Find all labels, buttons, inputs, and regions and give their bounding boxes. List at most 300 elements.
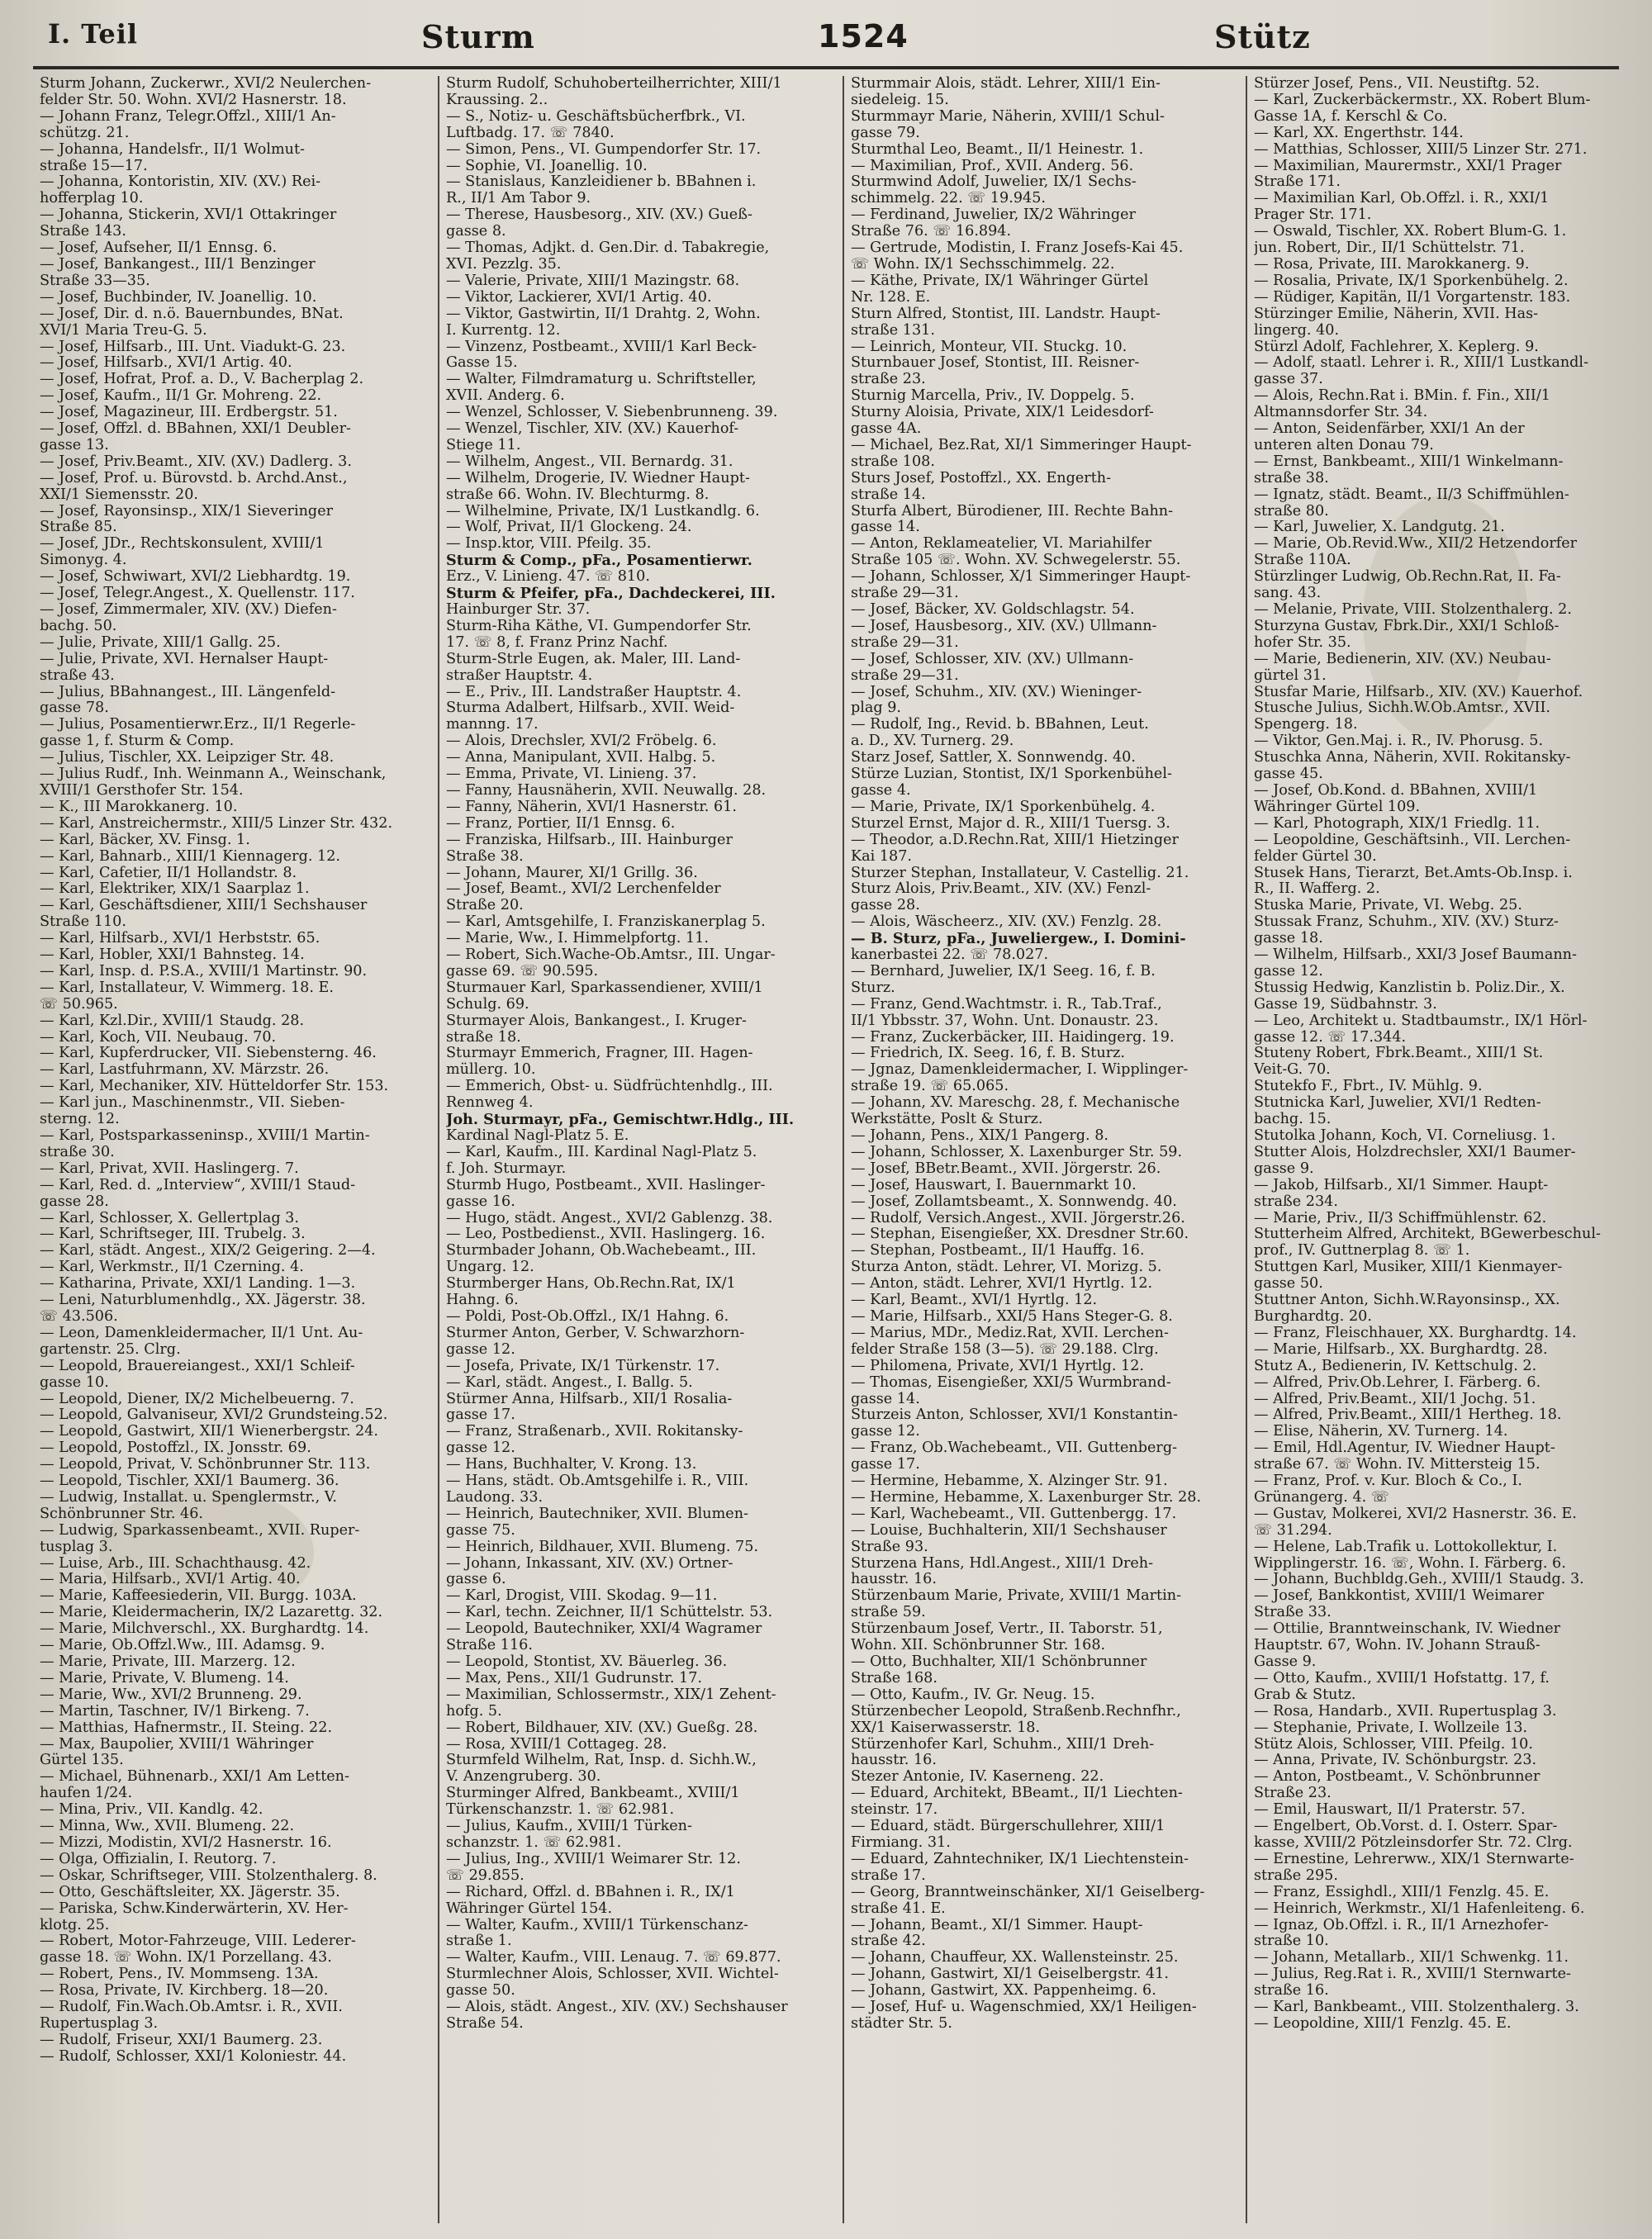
directory-entry-line: — Robert, Pens., IV. Mommseng. 13A. xyxy=(40,1966,319,1983)
directory-entry-line: straße 18. xyxy=(446,1029,521,1046)
directory-entry-line: gasse 4A. xyxy=(851,421,922,438)
directory-entry-line: XXI/1 Siemensstr. 20. xyxy=(40,486,199,503)
directory-entry-line: — Helene, Lab.Trafik u. Lottokollektur, I. xyxy=(1254,1539,1558,1555)
directory-entry-line: — Julius, Ing., XVIII/1 Weimarer Str. 12. xyxy=(446,1851,741,1867)
directory-entry-line: — Marie, Kaffeesiederin, VII. Burgg. 103A. xyxy=(40,1588,357,1605)
directory-entry-line: Grab & Stutz. xyxy=(1254,1686,1356,1703)
directory-entry-line: — Friedrich, IX. Seeg. 16, f. B. Sturz. xyxy=(851,1046,1125,1062)
directory-entry-line: — Karl, Juwelier, X. Landgutg. 21. xyxy=(1254,519,1505,536)
directory-entry-line: — Julius, Tischler, XX. Leipziger Str. 48. xyxy=(40,750,335,766)
directory-entry-line: — Josef, Schwiwart, XVI/2 Liebhardtg. 19. xyxy=(40,569,351,586)
directory-entry-line: Sturzer Stephan, Installateur, V. Castellig. 21. xyxy=(851,865,1189,881)
directory-entry-line: Sturzel Ernst, Major d. R., XIII/1 Tuersg. 3. xyxy=(851,815,1170,832)
directory-entry-line: — Karl, Bäcker, XV. Finsg. 1. xyxy=(40,832,250,848)
directory-entry-line: — Michael, Bühnenarb., XXI/1 Am Letten- xyxy=(40,1769,349,1786)
directory-entry-line: — Heinrich, Werkmstr., XI/1 Hafenleiteng. 6. xyxy=(1254,1900,1585,1917)
directory-entry-line: — Valerie, Private, XIII/1 Mazingstr. 68. xyxy=(446,273,740,289)
directory-entry-line: Sturmauer Karl, Sparkassendiener, XVIII/1 xyxy=(446,980,763,996)
directory-entry-line: — Wilhelm, Hilfsarb., XXI/3 Josef Baumann- xyxy=(1254,947,1577,964)
directory-entry-line: R., II. Wafferg. 2. xyxy=(1254,881,1380,898)
directory-entry-line: — Johann, Metallarb., XII/1 Schwenkg. 11. xyxy=(1254,1950,1569,1966)
directory-entry-line: — Rudolf, Ing., Revid. b. BBahnen, Leut. xyxy=(851,717,1149,733)
directory-entry-line: klotg. 25. xyxy=(40,1917,110,1933)
directory-entry-line: Kraussing. 2.. xyxy=(446,92,548,108)
directory-entry-line: schimmelg. 22. ☏ 19.945. xyxy=(851,191,1047,207)
directory-entry-line: — Alois, Wäscheerz., XIV. (XV.) Fenzlg. 28. xyxy=(851,914,1162,931)
directory-entry-line: — Heinrich, Bildhauer, XVII. Blumeng. 75. xyxy=(446,1539,759,1555)
directory-entry-line: straße 131. xyxy=(851,322,935,339)
directory-entry-line: Sturn Alfred, Stontist, III. Landstr. Haupt- xyxy=(851,306,1161,322)
directory-entry-line: — Ignaz, Ob.Offzl. i. R., II/1 Arnezhofer- xyxy=(1254,1917,1549,1933)
page-header xyxy=(0,0,1652,64)
directory-entry-line: — Josef, Telegr.Angest., X. Quellenstr. 117. xyxy=(40,586,355,602)
directory-entry-line: — Karl, Red. d. „Interview“, XVIII/1 Staud- xyxy=(40,1177,356,1193)
directory-entry-line: Stussig Hedwig, Kanzlistin b. Poliz.Dir., X. xyxy=(1254,980,1565,996)
directory-entry-line: — Oskar, Schriftseger, VIII. Stolzenthalerg. 8. xyxy=(40,1867,377,1884)
directory-entry-line: — Franz, Prof. v. Kur. Bloch & Co., I. xyxy=(1254,1473,1523,1490)
directory-entry-line: felder Str. 50. Wohn. XVI/2 Hasnerstr. 18. xyxy=(40,92,347,108)
header-right-keyword: Stütz xyxy=(1214,18,1311,55)
directory-entry-line: — Johann, Gastwirt, XX. Pappenheimg. 6. xyxy=(851,1983,1156,1999)
directory-entry-line: Burghardtg. 20. xyxy=(1254,1308,1372,1325)
directory-entry-line: — B. Sturz, pFa., Juweliergew., I. Domini- xyxy=(851,931,1186,948)
directory-entry-line: sang. 43. xyxy=(1254,586,1322,602)
directory-entry-line: Werkstätte, Poslt & Sturz. xyxy=(851,1112,1043,1128)
directory-entry-line: Stürmer Anna, Hilfsarb., XII/1 Rosalia- xyxy=(446,1391,733,1407)
directory-entry-line: — Thomas, Adjkt. d. Gen.Dir. d. Tabakregie, xyxy=(446,240,770,257)
directory-entry-line: — Josefa, Private, IX/1 Türkenstr. 17. xyxy=(446,1358,720,1374)
directory-entry-line: bachg. 50. xyxy=(40,618,117,634)
directory-entry-line: — Eduard, Zahntechniker, IX/1 Liechtenstein- xyxy=(851,1851,1189,1867)
directory-entry-line: — Johann, Maurer, XI/1 Grillg. 36. xyxy=(446,865,698,881)
directory-entry-line: — Anton, Postbeamt., V. Schönbrunner xyxy=(1254,1769,1540,1786)
directory-entry-line: — Franz, Ob.Wachebeamt., VII. Guttenberg- xyxy=(851,1440,1178,1457)
directory-entry-line: Schönbrunner Str. 46. xyxy=(40,1506,204,1522)
directory-entry-line: gasse 10. xyxy=(40,1374,109,1391)
directory-entry-line: Wohn. XII. Schönbrunner Str. 168. xyxy=(851,1638,1106,1654)
directory-entry-line: straße 234. xyxy=(1254,1193,1338,1210)
directory-entry-line: Währinger Gürtel 109. xyxy=(1254,799,1421,815)
directory-entry-line: — Johanna, Kontoristin, XIV. (XV.) Rei- xyxy=(40,174,321,191)
directory-column-1 xyxy=(40,76,428,2223)
directory-entry-line: — Karl, techn. Zeichner, II/1 Schüttelstr. 53. xyxy=(446,1605,773,1621)
directory-entry-line: straße 108. xyxy=(851,453,935,470)
directory-entry-line: Straße 171. xyxy=(1254,174,1341,191)
directory-entry-line: — Robert, Sich.Wache-Ob.Amtsr., III. Ungar- xyxy=(446,947,776,964)
directory-entry-line: Kai 187. xyxy=(851,848,913,865)
directory-entry-line: prof., IV. Guttnerplag 8. ☏ 1. xyxy=(1254,1243,1470,1259)
directory-entry-line: — Ludwig, Sparkassenbeamt., XVII. Ruper- xyxy=(40,1522,360,1539)
directory-entry-line: — Bernhard, Juwelier, IX/1 Seeg. 16, f. B. xyxy=(851,963,1156,980)
directory-entry-line: — Karl, Amtsgehilfe, I. Franziskanerplag 5. xyxy=(446,914,766,931)
directory-entry-line: Sturma Adalbert, Hilfsarb., XVII. Weid- xyxy=(446,700,735,717)
directory-entry-line: — E., Priv., III. Landstraßer Hauptstr. 4. xyxy=(446,684,742,700)
directory-entry-line: Starz Josef, Sattler, X. Sonnwendg. 40. xyxy=(851,750,1136,766)
directory-entry-line: Straße 143. xyxy=(40,224,126,240)
directory-entry-line: Hainburger Str. 37. xyxy=(446,602,591,618)
directory-entry-line: — Walter, Filmdramaturg u. Schriftsteller, xyxy=(446,372,757,388)
directory-entry-line: — Wilhelm, Angest., VII. Bernardg. 31. xyxy=(446,453,733,470)
directory-entry-line: — Leopold, Gastwirt, XII/1 Wienerbergstr. 24. xyxy=(40,1424,378,1440)
directory-entry-line: straße 19. ☏ 65.065. xyxy=(851,1079,1009,1095)
directory-entry-line: — Emil, Hauswart, II/1 Praterstr. 57. xyxy=(1254,1802,1526,1819)
directory-entry-line: — Anton, Seidenfärber, XXI/1 An der xyxy=(1254,421,1525,438)
column-divider xyxy=(438,76,439,2223)
directory-entry-line: — Insp.ktor, VIII. Pfeilg. 35. xyxy=(446,536,652,553)
directory-entry-line: — Johann, Schlosser, X/1 Simmeringer Haupt- xyxy=(851,569,1191,586)
directory-entry-line: — Wenzel, Schlosser, V. Siebenbrunneng. 39. xyxy=(446,405,778,421)
directory-entry-line: ☏ 43.506. xyxy=(40,1308,118,1325)
directory-entry-line: Simonyg. 4. xyxy=(40,553,127,569)
directory-entry-line: straße 80. xyxy=(1254,503,1329,519)
directory-entry-line: — Leo, Architekt u. Stadtbaumstr., IX/1 Hörl- xyxy=(1254,1013,1588,1029)
directory-entry-line: — Emmerich, Obst- u. Südfrüchtenhdlg., III. xyxy=(446,1079,773,1095)
directory-entry-line: — Anna, Private, IV. Schönburgstr. 23. xyxy=(1254,1753,1537,1769)
directory-entry-line: haufen 1/24. xyxy=(40,1786,133,1802)
directory-entry-line: gasse 8. xyxy=(446,224,506,240)
directory-entry-line: — Rosa, Private, IV. Kirchberg. 18—20. xyxy=(40,1983,329,1999)
directory-entry-line: — Marie, Ob.Offzl.Ww., III. Adamsg. 9. xyxy=(40,1638,325,1654)
directory-entry-line: — Marie, Hilfsarb., XX. Burghardtg. 28. xyxy=(1254,1341,1548,1358)
directory-entry-line: — Josef, Priv.Beamt., XIV. (XV.) Dadlerg. 3. xyxy=(40,453,352,470)
directory-entry-line: — Marie, Private, IX/1 Sporkenbühelg. 4. xyxy=(851,799,1156,815)
directory-entry-line: straße 30. xyxy=(40,1144,115,1160)
directory-entry-line: — Melanie, Private, VIII. Stolzenthalerg. 2. xyxy=(1254,602,1572,618)
directory-entry-line: schützg. 21. xyxy=(40,125,130,141)
directory-entry-line: gasse 50. xyxy=(1254,1276,1323,1293)
directory-entry-line: — Johann Franz, Telegr.Offzl., XIII/1 An- xyxy=(40,108,336,125)
directory-entry-line: Währinger Gürtel 154. xyxy=(446,1900,613,1917)
directory-entry-line: gasse 13. xyxy=(40,437,109,453)
directory-entry-line: ☏ 31.294. xyxy=(1254,1522,1332,1539)
directory-entry-line: — Rosa, XVIII/1 Cottageg. 28. xyxy=(446,1736,667,1753)
directory-entry-line: — Josef, Hilfsarb., III. Unt. Viadukt-G. 23. xyxy=(40,339,346,355)
directory-entry-line: — Karl, Elektriker, XIX/1 Saarplaz 1. xyxy=(40,881,310,898)
directory-entry-line: — Maximilian Karl, Ob.Offzl. i. R., XXI/1 xyxy=(1254,191,1550,207)
directory-entry-line: Stutolka Johann, Koch, VI. Corneliusg. 1. xyxy=(1254,1128,1556,1144)
directory-entry-line: straße 16. xyxy=(1254,1983,1329,1999)
directory-column-2 xyxy=(446,76,834,2223)
directory-entry-line: — Gertrude, Modistin, I. Franz Josefs-Kai 45. xyxy=(851,240,1184,257)
directory-entry-line: ☏ 29.855. xyxy=(446,1867,525,1884)
directory-entry-line: — Engelbert, Ob.Vorst. d. I. Österr. Spar- xyxy=(1254,1819,1558,1835)
directory-entry-line: Straße 54. xyxy=(446,2015,524,2032)
directory-entry-line: — Jgnaz, Damenkleidermacher, I. Wipplinger- xyxy=(851,1062,1189,1079)
directory-entry-line: Stiege 11. xyxy=(446,437,521,453)
directory-entry-line: gartenstr. 25. Clrg. xyxy=(40,1341,181,1358)
directory-entry-line: — Karl, Mechaniker, XIV. Hütteldorfer Str. 153. xyxy=(40,1079,389,1095)
directory-entry-line: — Johann, Gastwirt, XI/1 Geiselbergstr. 41. xyxy=(851,1966,1169,1983)
directory-entry-line: Sturzeis Anton, Schlosser, XVI/1 Konstantin- xyxy=(851,1407,1178,1424)
directory-entry-line: — Pariska, Schw.Kinderwärterin, XV. Her- xyxy=(40,1900,349,1917)
directory-entry-line: Stusfar Marie, Hilfsarb., XIV. (XV.) Kauerhof. xyxy=(1254,684,1583,700)
directory-entry-line: — Marie, Milchverschl., XX. Burghardtg. 14. xyxy=(40,1621,369,1638)
directory-entry-line: gasse 18. ☏ Wohn. IX/1 Porzellang. 43. xyxy=(40,1950,332,1966)
directory-entry-line: mannng. 17. xyxy=(446,717,539,733)
directory-entry-line: — Karl, Schriftseger, III. Trubelg. 3. xyxy=(40,1226,306,1243)
directory-entry-line: — Vinzenz, Postbeamt., XVIII/1 Karl Beck- xyxy=(446,339,757,355)
directory-entry-line: — Josef, BBetr.Beamt., XVII. Jörgerstr. 26. xyxy=(851,1160,1161,1177)
directory-entry-line: Stürzenbaum Marie, Private, XVIII/1 Martin- xyxy=(851,1588,1182,1605)
directory-entry-line: straße 38. xyxy=(1254,470,1329,486)
directory-entry-line: — Ferdinand, Juwelier, IX/2 Währinger xyxy=(851,207,1136,224)
directory-entry-line: gasse 4. xyxy=(851,782,911,799)
directory-entry-line: — Marie, Ww., XVI/2 Brunneng. 29. xyxy=(40,1686,302,1703)
directory-entry-line: — Karl, Wachebeamt., VII. Guttenbergg. 17. xyxy=(851,1506,1177,1522)
directory-entry-line: Sturnbauer Josef, Stontist, III. Reisner- xyxy=(851,355,1140,372)
directory-entry-line: Straße 93. xyxy=(851,1539,928,1555)
directory-entry-line: — Johanna, Handelsfr., II/1 Wolmut- xyxy=(40,141,305,158)
directory-entry-line: — Karl, Zuckerbäckermstr., XX. Robert Blum- xyxy=(1254,92,1591,108)
directory-entry-line: — K., III Marokkanerg. 10. xyxy=(40,799,238,815)
directory-entry-line: Straße 23. xyxy=(1254,1786,1332,1802)
directory-entry-line: Wipplingerstr. 16. ☏, Wohn. I. Färberg. 6. xyxy=(1254,1555,1566,1572)
directory-entry-line: — Matthias, Hafnermstr., II. Steing. 22. xyxy=(40,1720,333,1736)
directory-entry-line: — Fanny, Näherin, XVI/1 Hasnerstr. 61. xyxy=(446,799,737,815)
directory-entry-line: — Theodor, a.D.Rechn.Rat, XIII/1 Hietzinger xyxy=(851,832,1179,848)
directory-entry-line: gasse 79. xyxy=(851,125,920,141)
directory-entry-line: 17. ☏ 8, f. Franz Prinz Nachf. xyxy=(446,634,668,651)
directory-entry-line: — Emma, Private, VI. Linieng. 37. xyxy=(446,766,697,783)
directory-entry-line: Stürzlinger Ludwig, Ob.Rechn.Rat, II. Fa- xyxy=(1254,569,1561,586)
directory-entry-line: — Mina, Priv., VII. Kandlg. 42. xyxy=(40,1802,263,1819)
directory-entry-line: Stusek Hans, Tierarzt, Bet.Amts-Ob.Insp. i. xyxy=(1254,865,1573,881)
directory-entry-line: — Rosa, Handarb., XVII. Rupertusplag 3. xyxy=(1254,1703,1557,1720)
directory-entry-line: lingerg. 40. xyxy=(1254,322,1340,339)
directory-entry-line: — Leopoldine, Geschäftsinh., VII. Lerchen- xyxy=(1254,832,1571,848)
directory-entry-line: — Rudolf, Friseur, XXI/1 Baumerg. 23. xyxy=(40,2032,323,2048)
directory-entry-line: — Alois, Rechn.Rat i. BMin. f. Fin., XII/1 xyxy=(1254,388,1550,405)
directory-entry-line: Sturzyna Gustav, Fbrk.Dir., XXI/1 Schloß- xyxy=(1254,618,1559,634)
directory-entry-line: — Viktor, Gastwirtin, II/1 Drahtg. 2, Wohn. xyxy=(446,306,761,322)
directory-entry-line: Sturmfeld Wilhelm, Rat, Insp. d. Sichh.W., xyxy=(446,1753,757,1769)
directory-entry-line: Stuttgen Karl, Musiker, XIII/1 Kienmayer- xyxy=(1254,1259,1563,1276)
directory-entry-line: gasse 6. xyxy=(446,1572,506,1588)
directory-entry-line: — Ludwig, Installat. u. Spenglermstr., V. xyxy=(40,1489,338,1506)
directory-entry-line: Türkenschanzstr. 1. ☏ 62.981. xyxy=(446,1802,675,1819)
page-number: 1524 xyxy=(818,18,909,55)
directory-entry-line: Straße 116. xyxy=(446,1638,533,1654)
directory-entry-line: Straße 33—35. xyxy=(40,273,150,289)
directory-entry-line: — Franz, Straßenarb., XVII. Rokitansky- xyxy=(446,1424,743,1440)
directory-entry-line: — Karl, Bahnarb., XIII/1 Kiennagerg. 12. xyxy=(40,848,340,865)
directory-entry-line: — Leopold, Stontist, XV. Bäuerleg. 36. xyxy=(446,1654,728,1670)
directory-entry-line: — Alois, städt. Angest., XIV. (XV.) Sechshauser xyxy=(446,1999,788,2016)
directory-entry-line: — Poldi, Post-Ob.Offzl., IX/1 Hahng. 6. xyxy=(446,1308,729,1325)
directory-entry-line: — Stephan, Eisengießer, XX. Dresdner Str.60. xyxy=(851,1226,1189,1243)
directory-entry-line: Straße 105 ☏. Wohn. XV. Schwegelerstr. 55. xyxy=(851,553,1181,569)
directory-entry-line: — Karl, Photograph, XIX/1 Friedlg. 11. xyxy=(1254,815,1540,832)
directory-entry-line: Hauptstr. 67, Wohn. IV. Johann Strauß- xyxy=(1254,1638,1540,1654)
directory-entry-line: Veit-G. 70. xyxy=(1254,1062,1331,1079)
directory-entry-line: — Maximilian, Maurermstr., XXI/1 Prager xyxy=(1254,158,1562,174)
directory-entry-line: — Karl, Kzl.Dir., XVIII/1 Staudg. 28. xyxy=(40,1013,305,1029)
directory-entry-line: — Josef, Kaufm., II/1 Gr. Mohreng. 22. xyxy=(40,388,322,405)
directory-entry-line: Sturmbader Johann, Ob.Wachebeamt., III. xyxy=(446,1243,757,1259)
directory-entry-line: — Rudolf, Versich.Angest., XVII. Jörgerstr.26. xyxy=(851,1210,1185,1226)
directory-entry-line: — Julius, Reg.Rat i. R., XVIII/1 Sternwarte- xyxy=(1254,1966,1571,1983)
directory-entry-line: — Max, Pens., XII/1 Gudrunstr. 17. xyxy=(446,1670,702,1686)
directory-entry-line: — Leopold, Privat, V. Schönbrunner Str. 113. xyxy=(40,1457,371,1473)
directory-entry-line: II/1 Ybbsstr. 37, Wohn. Unt. Donaustr. 23. xyxy=(851,1013,1159,1029)
directory-entry-line: — Leopold, Diener, IX/2 Michelbeuerng. 7. xyxy=(40,1391,354,1407)
directory-entry-line: Sturz. xyxy=(851,980,895,996)
directory-entry-line: — Karl, Schlosser, X. Gellertplag 3. xyxy=(40,1210,299,1226)
directory-entry-line: Sturny Aloisia, Private, XIX/1 Leidesdorf- xyxy=(851,405,1154,421)
directory-entry-line: I. Kurrentg. 12. xyxy=(446,322,561,339)
directory-entry-line: — Mizzi, Modistin, XVI/2 Hasnerstr. 16. xyxy=(40,1834,332,1851)
directory-entry-line: — Leopoldine, XIII/1 Fenzlg. 45. E. xyxy=(1254,2015,1512,2032)
directory-column-4 xyxy=(1254,76,1627,2223)
directory-entry-line: gasse 37. xyxy=(1254,372,1323,388)
directory-entry-line: gasse 12. xyxy=(1254,963,1323,980)
directory-entry-line: — Johann, Chauffeur, XX. Wallensteinstr. 25. xyxy=(851,1950,1179,1966)
directory-entry-line: — Therese, Hausbesorg., XIV. (XV.) Gueß- xyxy=(446,207,752,224)
directory-entry-line: Ungarg. 12. xyxy=(446,1259,534,1276)
directory-entry-line: Gasse 1A, f. Kerschl & Co. xyxy=(1254,108,1448,125)
directory-entry-line: — Leinrich, Monteur, VII. Stuckg. 10. xyxy=(851,339,1127,355)
directory-entry-line: straße 15—17. xyxy=(40,158,148,174)
directory-entry-line: Laudong. 33. xyxy=(446,1489,544,1506)
directory-entry-line: gasse 18. xyxy=(1254,931,1323,947)
directory-entry-line: — Luise, Arb., III. Schachthausg. 42. xyxy=(40,1555,311,1572)
directory-entry-line: straße 41. E. xyxy=(851,1900,946,1917)
directory-entry-line: R., II/1 Am Tabor 9. xyxy=(446,191,591,207)
directory-entry-line: gasse 78. xyxy=(40,700,109,717)
directory-entry-line: — Marius, MDr., Mediz.Rat, XVII. Lerchen- xyxy=(851,1325,1169,1341)
directory-entry-line: — Hermine, Hebamme, X. Alzinger Str. 91. xyxy=(851,1473,1168,1490)
directory-entry-line: — Marie, Private, V. Blumeng. 14. xyxy=(40,1670,289,1686)
directory-entry-line: Sturs Josef, Postoffzl., XX. Engerth- xyxy=(851,470,1112,486)
directory-entry-line: straße 23. xyxy=(851,372,926,388)
directory-entry-line: a. D., XV. Turnerg. 29. xyxy=(851,733,1014,750)
directory-entry-line: — Johann, Buchbldg.Geh., XVIII/1 Staudg. 3. xyxy=(1254,1572,1584,1588)
directory-entry-line: — Richard, Offzl. d. BBahnen i. R., IX/1 xyxy=(446,1884,735,1900)
directory-entry-line: Stütz Alois, Schlosser, VIII. Pfeilg. 10. xyxy=(1254,1736,1533,1753)
directory-entry-line: — Otto, Buchhalter, XII/1 Schönbrunner xyxy=(851,1654,1147,1670)
directory-entry-line: Firmiang. 31. xyxy=(851,1834,951,1851)
directory-entry-line: — Thomas, Eisengießer, XXI/5 Wurmbrand- xyxy=(851,1374,1171,1391)
directory-entry-line: — Josef, Prof. u. Bürovstd. b. Archd.Anst., xyxy=(40,470,348,486)
directory-entry-line: straße 29—31. xyxy=(851,667,959,684)
directory-entry-line: — Maria, Hilfsarb., XVI/1 Artig. 40. xyxy=(40,1572,301,1588)
directory-entry-line: — Walter, Kaufm., VIII. Lenaug. 7. ☏ 69.877. xyxy=(446,1950,781,1966)
directory-entry-line: — Hans, städt. Ob.Amtsgehilfe i. R., VIII. xyxy=(446,1473,749,1490)
directory-entry-line: — Alfred, Priv.Beamt., XIII/1 Hertheg. 18. xyxy=(1254,1407,1562,1424)
directory-entry-line: — Leopold, Postoffzl., IX. Jonsstr. 69. xyxy=(40,1440,311,1457)
directory-entry-line: Spengerg. 18. xyxy=(1254,717,1358,733)
directory-entry-line: Hahng. 6. xyxy=(446,1293,519,1309)
directory-entry-line: Stürzenbaum Josef, Vertr., II. Taborstr. 51, xyxy=(851,1621,1163,1638)
directory-entry-line: gasse 28. xyxy=(851,898,920,914)
directory-entry-line: Nr. 128. E. xyxy=(851,289,931,306)
directory-entry-line: Stuteny Robert, Fbrk.Beamt., XIII/1 St. xyxy=(1254,1046,1544,1062)
directory-entry-line: — Ernst, Bankbeamt., XIII/1 Winkelmann- xyxy=(1254,453,1564,470)
directory-entry-line: siedeleig. 15. xyxy=(851,92,949,108)
directory-entry-line: tusplag 3. xyxy=(40,1539,113,1555)
directory-entry-line: — Alois, Drechsler, XVI/2 Fröbelg. 6. xyxy=(446,733,717,750)
directory-entry-line: hausstr. 16. xyxy=(851,1572,937,1588)
directory-entry-line: Straße 110. xyxy=(40,914,126,931)
directory-entry-line: straße 59. xyxy=(851,1605,926,1621)
directory-entry-line: Sturmayer Alois, Bankangest., I. Kruger- xyxy=(446,1013,747,1029)
directory-entry-line: Straße 33. xyxy=(1254,1605,1332,1621)
directory-entry-line: — Anton, Reklameatelier, VI. Mariahilfer xyxy=(851,536,1152,553)
directory-entry-line: — Martin, Taschner, IV/1 Birkeng. 7. xyxy=(40,1703,310,1720)
directory-entry-line: Stuska Marie, Private, VI. Webg. 25. xyxy=(1254,898,1522,914)
directory-entry-line: — Rosalia, Private, IX/1 Sporkenbühelg. 2. xyxy=(1254,273,1569,289)
directory-entry-line: — Julius, Kaufm., XVIII/1 Türken- xyxy=(446,1819,692,1835)
directory-entry-line: gasse 45. xyxy=(1254,766,1323,783)
directory-entry-line: — Josef, Schuhm., XIV. (XV.) Wieninger- xyxy=(851,684,1142,700)
directory-entry-line: — Marie, Private, III. Marzerg. 12. xyxy=(40,1654,296,1670)
directory-entry-line: — Leopold, Tischler, XXI/1 Baumerg. 36. xyxy=(40,1473,339,1490)
directory-entry-line: — Marie, Ww., I. Himmelpfortg. 11. xyxy=(446,931,709,947)
directory-entry-line: — Ottilie, Branntweinschank, IV. Wiedner xyxy=(1254,1621,1561,1638)
directory-entry-line: Stusche Julius, Sichh.W.Ob.Amtsr., XVII. xyxy=(1254,700,1550,717)
directory-entry-line: — Anton, städt. Lehrer, XVI/1 Hyrtlg. 12. xyxy=(851,1276,1153,1293)
directory-entry-line: hofer Str. 35. xyxy=(1254,634,1351,651)
directory-entry-line: Stutnicka Karl, Juwelier, XVI/1 Redten- xyxy=(1254,1095,1541,1112)
directory-entry-line: — Simon, Pens., VI. Gumpendorfer Str. 17. xyxy=(446,141,762,158)
directory-entry-line: — Leo, Postbedienst., XVII. Haslingerg. 16. xyxy=(446,1226,766,1243)
directory-entry-line: Sturmmair Alois, städt. Lehrer, XIII/1 Ein- xyxy=(851,76,1161,92)
header-left-keyword: Sturm xyxy=(421,18,535,55)
directory-entry-line: Straße 38. xyxy=(446,848,524,865)
directory-entry-line: — Hermine, Hebamme, X. Laxenburger Str. 28. xyxy=(851,1489,1202,1506)
directory-entry-line: — Karl, Drogist, VIII. Skodag. 9—11. xyxy=(446,1588,718,1605)
directory-entry-line: Sturmberger Hans, Ob.Rechn.Rat, IX/1 xyxy=(446,1276,736,1293)
directory-entry-line: — Josef, Hauswart, I. Bauernmarkt 10. xyxy=(851,1177,1137,1193)
directory-entry-line: straße 67. ☏ Wohn. IV. Mittersteig 15. xyxy=(1254,1457,1540,1473)
directory-entry-line: — Karl, Hobler, XXI/1 Bahnsteg. 14. xyxy=(40,947,305,964)
directory-entry-line: — Minna, Ww., XVII. Blumeng. 22. xyxy=(40,1819,295,1835)
directory-entry-line: — Otto, Kaufm., XVIII/1 Hofstattg. 17, f. xyxy=(1254,1670,1550,1686)
directory-entry-line: — Fanny, Hausnäherin, XVII. Neuwallg. 28. xyxy=(446,782,767,799)
directory-entry-line: — Karl, Hilfsarb., XVI/1 Herbststr. 65. xyxy=(40,931,320,947)
directory-entry-line: straße 43. xyxy=(40,667,115,684)
directory-entry-line: — Karl, Kupferdrucker, VII. Siebensterng. 46. xyxy=(40,1046,377,1062)
directory-entry-line: — Franziska, Hilfsarb., III. Hainburger xyxy=(446,832,733,848)
directory-entry-line: Erz., V. Linieng. 47. ☏ 810. xyxy=(446,569,650,586)
directory-entry-line: gürtel 31. xyxy=(1254,667,1327,684)
directory-entry-line: — Josef, JDr., Rechtskonsulent, XVIII/1 xyxy=(40,536,325,553)
directory-entry-line: Stürze Luzian, Stontist, IX/1 Sporkenbühel- xyxy=(851,766,1172,783)
directory-entry-line: hofferplag 10. xyxy=(40,191,144,207)
directory-entry-line: — Karl, Beamt., XVI/1 Hyrtlg. 12. xyxy=(851,1293,1098,1309)
directory-entry-line: ☏ 50.965. xyxy=(40,996,118,1013)
directory-entry-line: — Rosa, Private, III. Marokkanerg. 9. xyxy=(1254,256,1530,273)
directory-entry-line: straße 10. xyxy=(1254,1933,1329,1950)
directory-entry-line: gasse 12. xyxy=(851,1424,920,1440)
directory-entry-line: Sturm & Pfeifer, pFa., Dachdeckerei, III. xyxy=(446,586,776,602)
directory-entry-line: felder Straße 158 (3—5). ☏ 29.188. Clrg. xyxy=(851,1341,1159,1358)
directory-entry-line: Prager Str. 171. xyxy=(1254,207,1372,224)
directory-entry-line: Stürzenhofer Karl, Schuhm., XIII/1 Dreh- xyxy=(851,1736,1155,1753)
directory-entry-line: Stutekfo F., Fbrt., IV. Mühlg. 9. xyxy=(1254,1079,1483,1095)
directory-entry-line: XVI/1 Maria Treu-G. 5. xyxy=(40,322,207,339)
directory-entry-line: — Wenzel, Tischler, XIV. (XV.) Kauerhof- xyxy=(446,421,739,438)
directory-entry-line: — Karl, Werkmstr., II/1 Czerning. 4. xyxy=(40,1259,304,1276)
directory-entry-line: Gürtel 135. xyxy=(40,1753,124,1769)
directory-entry-line: plag 9. xyxy=(851,700,902,717)
directory-entry-line: — Josef, Offzl. d. BBahnen, XXI/1 Deubler- xyxy=(40,421,351,438)
directory-entry-line: unteren alten Donau 79. xyxy=(1254,437,1434,453)
directory-entry-line: — Walter, Kaufm., XVIII/1 Türkenschanz- xyxy=(446,1917,748,1933)
directory-entry-line: gasse 12. xyxy=(446,1440,515,1457)
directory-entry-line: Sturnig Marcella, Priv., IV. Doppelg. 5. xyxy=(851,388,1135,405)
directory-entry-line: Sturm & Comp., pFa., Posamentierwr. xyxy=(446,553,752,570)
